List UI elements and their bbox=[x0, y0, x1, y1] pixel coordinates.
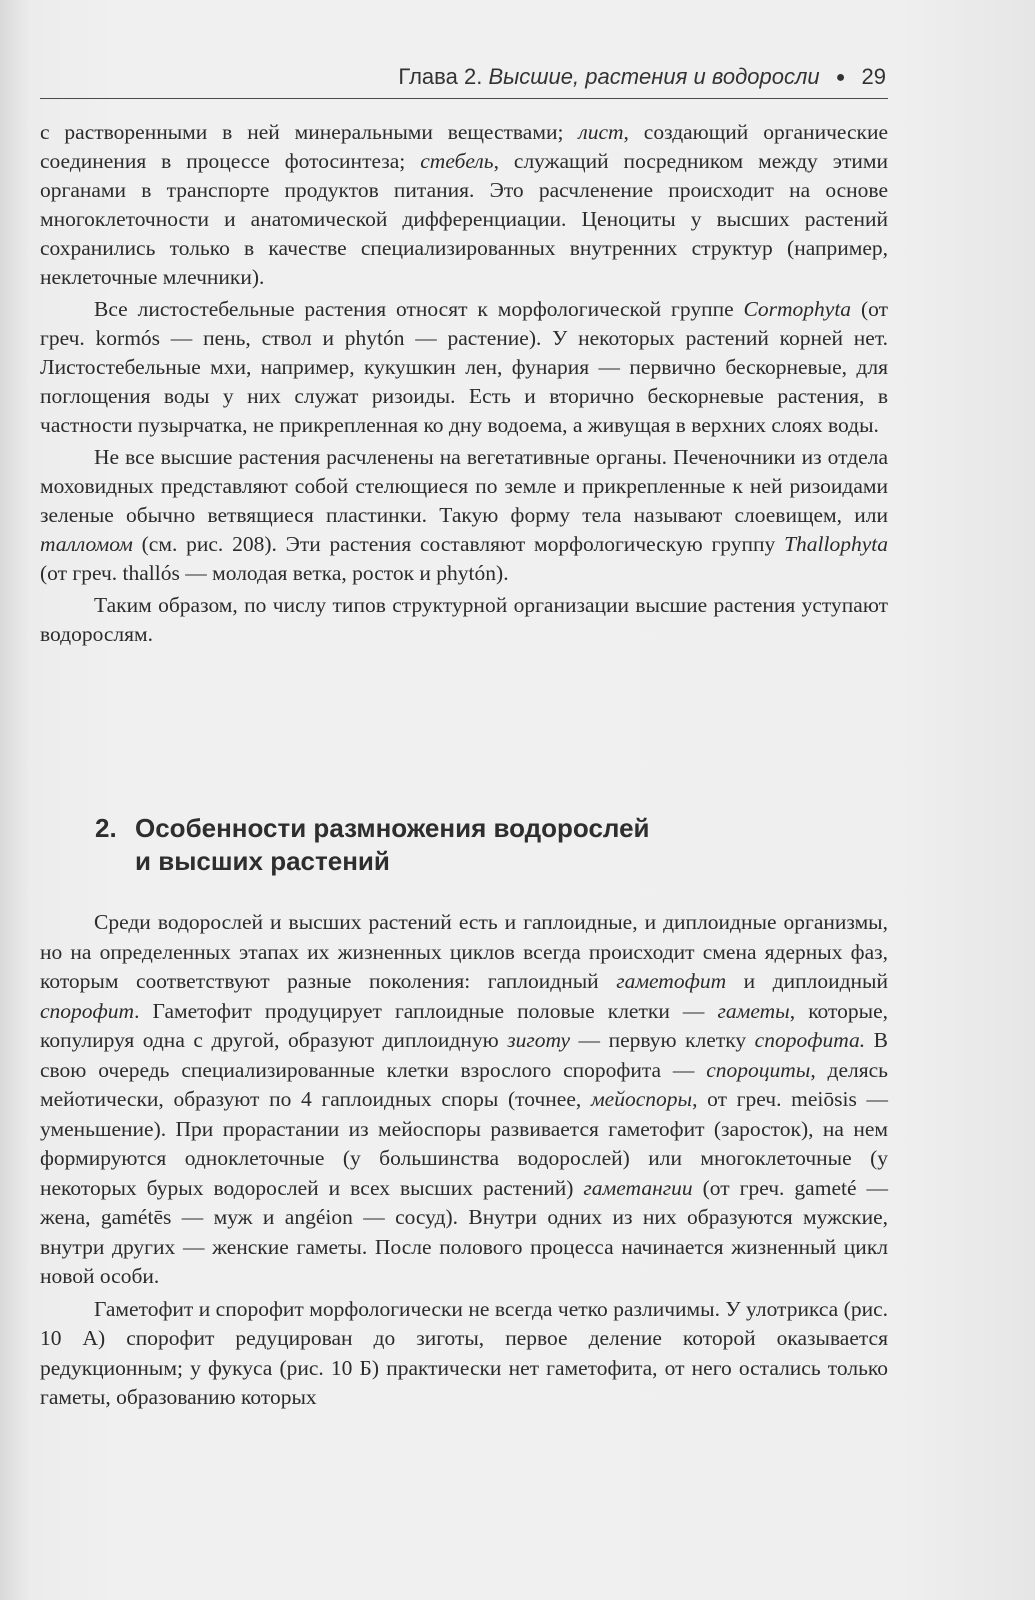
header-chapter: Глава 2. bbox=[398, 64, 483, 89]
paragraph bbox=[40, 118, 888, 292]
italic-term: спорофит bbox=[40, 998, 135, 1023]
text-run: и диплоидный bbox=[726, 969, 888, 993]
section-number: 2. bbox=[95, 813, 117, 843]
text-run: с растворенными в ней минеральными веществами; bbox=[40, 120, 579, 144]
text-run: , делясь мейотически, образуют по 4 гаплоидных споры (точнее, bbox=[40, 1057, 888, 1111]
text-run: Таким образом, по числу типов структурной организации высшие растения уступают водорослям. bbox=[40, 593, 888, 646]
section-title-line1: Особенности размножения водорослей bbox=[135, 813, 650, 843]
paragraph bbox=[40, 591, 888, 649]
italic-term: талломом bbox=[40, 532, 133, 556]
text-run: (от греч. gameté — жена, gamétēs — муж и angéion — сосуд). Внутри одних из них образуются мужские, внутри других — женские гаметы. После полового процесса начинается жизненный цикл новой особи. bbox=[40, 1175, 888, 1288]
italic-term: гаметы bbox=[717, 998, 790, 1023]
text-run: . Гаметофит продуцирует гаплоидные половые клетки — bbox=[134, 998, 718, 1023]
section-title-line2: и высших растений bbox=[135, 846, 390, 876]
text-run: , которые, копулируя одна с другой, образуют диплоидную bbox=[40, 998, 888, 1052]
text-run: (от греч. kormós — пень, ствол и phytón — растение). У некоторых растений корней нет. Листостебельные мхи, например, кукушкин лен, фунария — первично бескорневые, для поглощения воды у них служат ризоиды. Есть и вторично бескорневые растения, в частности пузырчатка, не прикрепленная ко дну водоема, а живущая в верхних слоях воды. bbox=[40, 297, 888, 437]
section-heading bbox=[95, 812, 885, 878]
running-header bbox=[40, 62, 888, 99]
paragraph bbox=[40, 1295, 888, 1413]
text-run: В свою очередь специализированные клетки взрослого спорофита — bbox=[40, 1028, 889, 1082]
text-run: Все листостебельные растения относят к морфологической группе bbox=[94, 297, 744, 321]
page-number: 29 bbox=[861, 64, 886, 89]
text-run: Не все высшие растения расчленены на вегетативные органы. Печеночники из отдела моховидных представляют собой стелющиеся по земле и прикрепленные к ней ризоидами зеленые обычно ветвящиеся пластинки. Такую форму тела называют слоевищем, или bbox=[40, 445, 888, 527]
italic-term: лист bbox=[578, 120, 624, 144]
paragraph bbox=[40, 443, 888, 588]
header-title: Высшие, растения и водоросли bbox=[488, 64, 820, 89]
italic-term: Cormophyta bbox=[743, 297, 852, 321]
text-run: — первую клетку bbox=[570, 1028, 755, 1052]
body-text-bottom bbox=[40, 905, 888, 1413]
italic-term: зиготу bbox=[507, 1028, 571, 1052]
header-bullet: ● bbox=[835, 69, 846, 86]
text-run: , от греч. meiōsis — уменьшение). При прорастании из мейоспоры развивается гаметофит (заросток), на нем формируются одноклеточные (у большинства водорослей) или многоклеточные (у некоторых бурых водорослей и всех высших растений) bbox=[40, 1087, 888, 1200]
paragraph bbox=[40, 908, 888, 1292]
italic-term: спорофита. bbox=[754, 1028, 866, 1052]
italic-term: гаметангии bbox=[583, 1175, 693, 1200]
text-run: , служащий посредником между этими органами в транспорте продуктов питания. Это расчленение происходит на основе многоклеточности и анатомической дифференциации. Ценоциты у высших растений сохранились только в качестве специализированных внутренних структур (например, неклеточные млечники). bbox=[40, 149, 889, 289]
text-run: (от греч. thallós — молодая ветка, росток и phytón). bbox=[40, 561, 509, 585]
italic-term: мейоспоры bbox=[590, 1087, 693, 1111]
body-text-top bbox=[40, 118, 888, 649]
paragraph bbox=[40, 295, 888, 440]
italic-term: гаметофит bbox=[616, 969, 727, 993]
text-run: , создающий органические соединения в процессе фотосинтеза; bbox=[40, 120, 888, 173]
italic-term: спороциты bbox=[706, 1057, 811, 1082]
text-run: (см. рис. 208). Эти растения составляют морфологическую группу bbox=[132, 532, 785, 556]
italic-term: стебель bbox=[420, 149, 494, 173]
header-text bbox=[398, 64, 886, 90]
italic-term: Thallophyta bbox=[784, 532, 888, 556]
text-run: Среди водорослей и высших растений есть и гаплоидные, и диплоидные организмы, но на определенных этапах их жизненных циклов всегда происходит смена ядерных фаз, которым соответствуют разные поколения: гаплоидный bbox=[40, 910, 888, 993]
text-run: Гаметофит и спорофит морфологически не всегда четко различимы. У улотрикса (рис. 10 А) спорофит редуцирован до зиготы, первое деление которой оказывается редукционным; у фукуса (рис. 10 Б) практически нет гаметофита, от него остались только гаметы, образованию которых bbox=[40, 1296, 888, 1409]
